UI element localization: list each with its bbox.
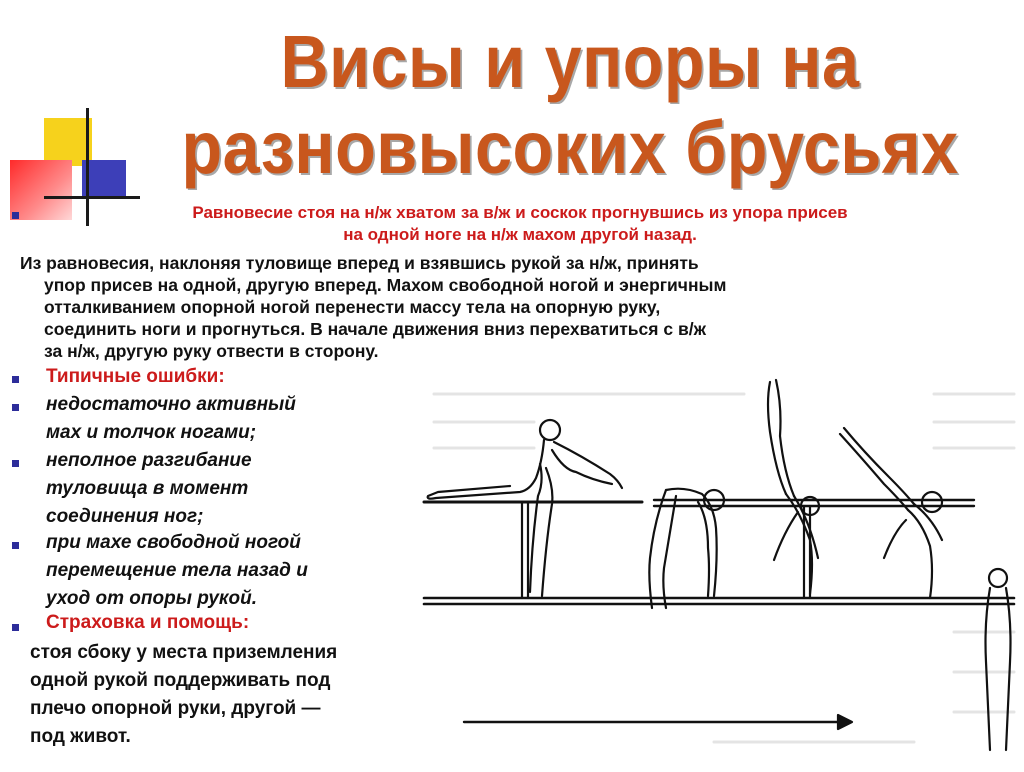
gymnast-sequence-icon bbox=[414, 372, 1024, 767]
support-line: под живот. bbox=[30, 726, 131, 747]
error-item-line: уход от опоры рукой. bbox=[46, 588, 258, 609]
error-item-line: соединения ног; bbox=[46, 506, 204, 527]
error-item-line: мах и толчок ногами; bbox=[46, 422, 257, 443]
error-item-line: перемещение тела назад и bbox=[46, 560, 308, 581]
bullet-icon bbox=[12, 624, 19, 631]
title-line-2: разновысоких брусьях bbox=[181, 106, 959, 189]
description-line: Из равновесия, наклоняя туловище вперед и взявшись рукой за н/ж, принять bbox=[20, 253, 699, 273]
subtitle bbox=[40, 202, 1000, 246]
error-item-line: при махе свободной ногой bbox=[46, 532, 301, 553]
error-item-line: недостаточно активный bbox=[46, 394, 296, 415]
bullet-icon bbox=[12, 404, 19, 411]
errors-heading: Типичные ошибки: bbox=[46, 366, 225, 387]
error-item-line: неполное разгибание bbox=[46, 450, 252, 471]
slide-title bbox=[120, 4, 1020, 194]
title-line-1: Висы и упоры на bbox=[280, 20, 860, 103]
decor-yellow-square bbox=[44, 118, 92, 166]
description-line: за н/ж, другую руку отвести в сторону. bbox=[44, 341, 379, 361]
error-item-line: туловища в момент bbox=[46, 478, 249, 499]
bullet-icon bbox=[12, 542, 19, 549]
support-line: стоя сбоку у места приземления bbox=[30, 642, 338, 663]
support-line: одной рукой поддерживать под bbox=[30, 670, 331, 691]
description bbox=[20, 252, 980, 362]
description-line: отталкиванием опорной ногой перенести массу тела на опорную руку, bbox=[44, 297, 661, 317]
description-line: упор присев на одной, другую вперед. Махом свободной ногой и энергичным bbox=[44, 275, 727, 295]
bullet-icon bbox=[12, 376, 19, 383]
decor-horizontal-line bbox=[44, 196, 140, 199]
support-heading: Страховка и помощь: bbox=[46, 612, 250, 633]
bullet-icon bbox=[12, 212, 19, 219]
subtitle-line-2: на одной ноге на н/ж махом другой назад. bbox=[343, 225, 697, 244]
bullet-icon bbox=[12, 460, 19, 467]
support-line: плечо опорной руки, другой — bbox=[30, 698, 321, 719]
subtitle-line-1: Равновесие стоя на н/ж хватом за в/ж и соскок прогнувшись из упора присев bbox=[192, 203, 848, 222]
description-line: соединить ноги и прогнуться. В начале движения вниз перехватиться с в/ж bbox=[44, 319, 706, 339]
